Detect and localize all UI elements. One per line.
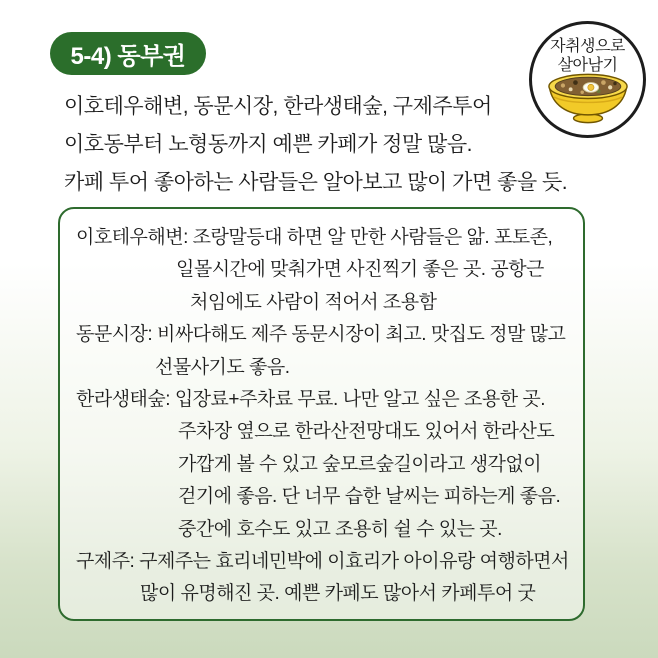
- title-badge: [50, 32, 206, 75]
- title-badge-label: 5-4) 동부권: [70, 43, 186, 70]
- detail-line: 중간에 호수도 있고 조용히 쉴 수 있는 곳.: [178, 518, 502, 540]
- detail-line: 걷기에 좋음. 단 너무 습한 날씨는 피하는게 좋음.: [178, 486, 561, 508]
- detail-line: 처임에도 사람이 적어서 조용함: [190, 291, 437, 313]
- detail-line: 일몰시간에 맞춰가면 사진찍기 좋은 곳. 공항근: [176, 259, 544, 281]
- detail-line-ihotewoo: 이호테우해변: 조랑말등대 하면 알 만한 사람들은 앎. 포토존,: [76, 227, 553, 248]
- detail-line: 선물사기도 좋음.: [155, 356, 290, 378]
- detail-line: 주차장 옆으로 한라산전망대도 있어서 한라산도: [178, 421, 555, 443]
- intro-line: 이호동부터 노형동까지 예쁜 카페가 정말 많음.: [64, 133, 472, 156]
- intro-line: 이호테우해변, 동문시장, 한라생태숲, 구제주투어: [64, 95, 492, 118]
- brand-sticker: [529, 21, 646, 138]
- details-box: [58, 207, 585, 621]
- detail-line-dongmun: 동문시장: 비싸다해도 제주 동문시장이 최고. 맛집도 정말 많고: [76, 324, 566, 346]
- sticker-text: [532, 37, 643, 75]
- detail-line: 가깝게 볼 수 있고 숲모르숲길이라고 생각없이: [178, 453, 542, 475]
- rice-bowl-icon: [543, 71, 633, 130]
- sticker-text-line1: 자취생으로: [550, 38, 625, 55]
- sticker-text-line2: 살아남기: [557, 57, 618, 74]
- detail-line-gujeju: 구제주: 구제주는 효리네민박에 이효리가 아이유랑 여행하면서: [76, 551, 569, 573]
- detail-line: 많이 유명해진 곳. 예쁜 카페도 많아서 카페투어 굿: [140, 583, 536, 605]
- detail-line-halla: 한라생태숲: 입장료+주차료 무료. 나만 알고 싶은 조용한 곳.: [76, 389, 546, 411]
- intro-text: [64, 88, 568, 202]
- intro-line: 카페 투어 좋아하는 사람들은 알아보고 많이 가면 좋을 듯.: [64, 171, 568, 194]
